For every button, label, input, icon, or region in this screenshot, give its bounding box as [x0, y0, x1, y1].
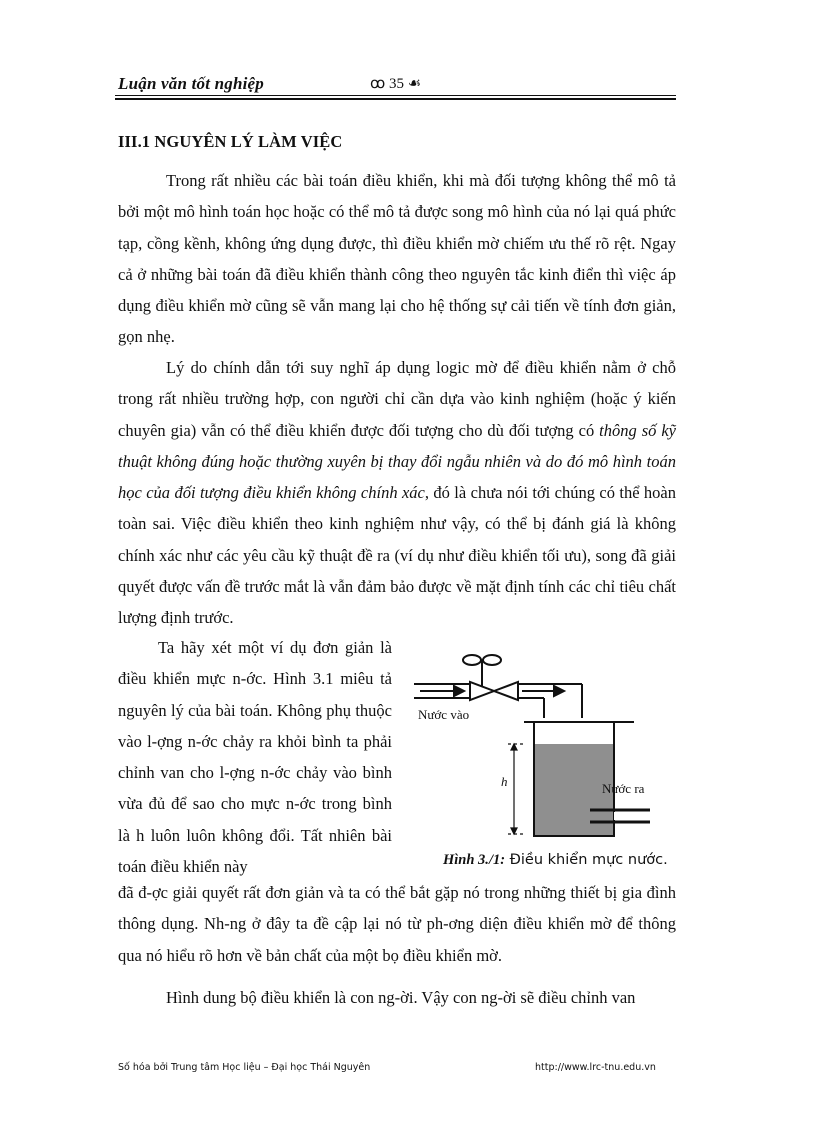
- footer-url[interactable]: http://www.lrc-tnu.edu.vn: [535, 1062, 656, 1073]
- figure-caption: [443, 852, 668, 869]
- valve-handle-icon: [463, 655, 481, 665]
- paragraph-4: [118, 877, 676, 971]
- paragraph-1-text: Trong rất nhiều các bài toán điều khiển, khi mà đối tượng không thể mô tả bởi một mô hình toán học hoặc có thể mô tả được song mô hình của nó lại quá phức tạp, cồng kềnh, không ứng dụng được, thì điều khiển mờ chiếm ưu thế rõ rệt. Ngay cả ở những bài toán đã điều khiển thành công theo nguyên tắc kinh điển thì việc áp dụng điều khiển mờ cũng sẽ vẫn mang lại cho hệ thống sự cải tiến về tính đơn giản, gọn nhẹ.: [118, 171, 676, 347]
- paragraph-5-text: Hình dung bộ điều khiển là con ng-ời. Vậy con ng-ời sẽ điều chỉnh van: [166, 988, 636, 1007]
- paragraph-2-text-a: Lý do chính dẫn tới suy nghĩ áp dụng logic mờ để điều khiển nằm ở chỗ trong rất nhiều trường hợp, con người chỉ cần dựa vào kinh nghiệm (hoặc ý kiến chuyên gia) vẫn có thể điều khiển được đối tượng cho dù đối tượng có: [118, 358, 676, 440]
- paragraph-1: [118, 165, 676, 353]
- page-number: ꝏ 35 ☙: [370, 76, 422, 92]
- level-label: h: [501, 774, 508, 789]
- paragraph-2-italic: thông số kỹ thuật không đúng hoặc thường xuyên bị thay đổi ngẫu nhiên và do đó mô hình toán học của đối tượng điều khiển không chính xác: [118, 420, 676, 503]
- header-divider: [115, 95, 676, 100]
- paragraph-5: [118, 982, 676, 1013]
- figure-caption-lead: Hình 3.: [443, 852, 489, 868]
- section-heading: III.1 NGUYÊN LÝ LÀM VIỆC: [118, 132, 343, 151]
- inlet-label: Nước vào: [418, 707, 470, 722]
- footer-source: Số hóa bởi Trung tâm Học liệu – Đại học Thái Nguyên: [118, 1062, 371, 1073]
- paragraph-2-text-b: , đó là chưa nói tới chúng có thể hoàn toàn sai. Việc điều khiển theo kinh nghiệm như vậy, có thể bị đánh giá là không chính xác như các yêu cầu kỹ thuật đề ra (ví dụ như điều khiển tối ưu), song đã giải quyết được vấn đề trước mắt là vẫn đảm bảo được về mặt định tính các chỉ tiêu chất lượng định trước.: [118, 483, 676, 628]
- water-tank-figure: [414, 650, 676, 880]
- outlet-label: Nước ra: [602, 781, 645, 796]
- header-title: Luận văn tốt nghiệp: [118, 74, 264, 93]
- paragraph-3-text: Ta hãy xét một ví dụ đơn giản là điều khiển mực n-ớc. Hình 3.1 miêu tả nguyên lý của bài toán. Không phụ thuộc vào l-ợng n-ớc chảy ra khỏi bình ta phải chỉnh van cho l-ợng n-ớc chảy vào bình vừa đủ để sao cho mực n-ớc trong bình là h luôn luôn không đổi. Tất nhiên bài toán điều khiển này: [118, 638, 392, 877]
- paragraph-4-text: đã đ-ợc giải quyết rất đơn giản và ta có thể bắt gặp nó trong những thiết bị gia đình thông dụng. Nh-ng ở đây ta đề cập lại nó từ ph-ơng diện điều khiển mờ để thông qua nó hiểu rõ hơn về bản chất của một bọ điều khiển mờ.: [118, 883, 676, 965]
- paragraph-3: [118, 632, 392, 882]
- paragraph-2: [118, 352, 676, 634]
- figure-caption-colon: :: [500, 852, 506, 868]
- figure-caption-number: /1: [488, 852, 501, 868]
- water-tank-diagram: [414, 650, 676, 850]
- figure-caption-text: Điều khiển mực nước.: [505, 852, 668, 868]
